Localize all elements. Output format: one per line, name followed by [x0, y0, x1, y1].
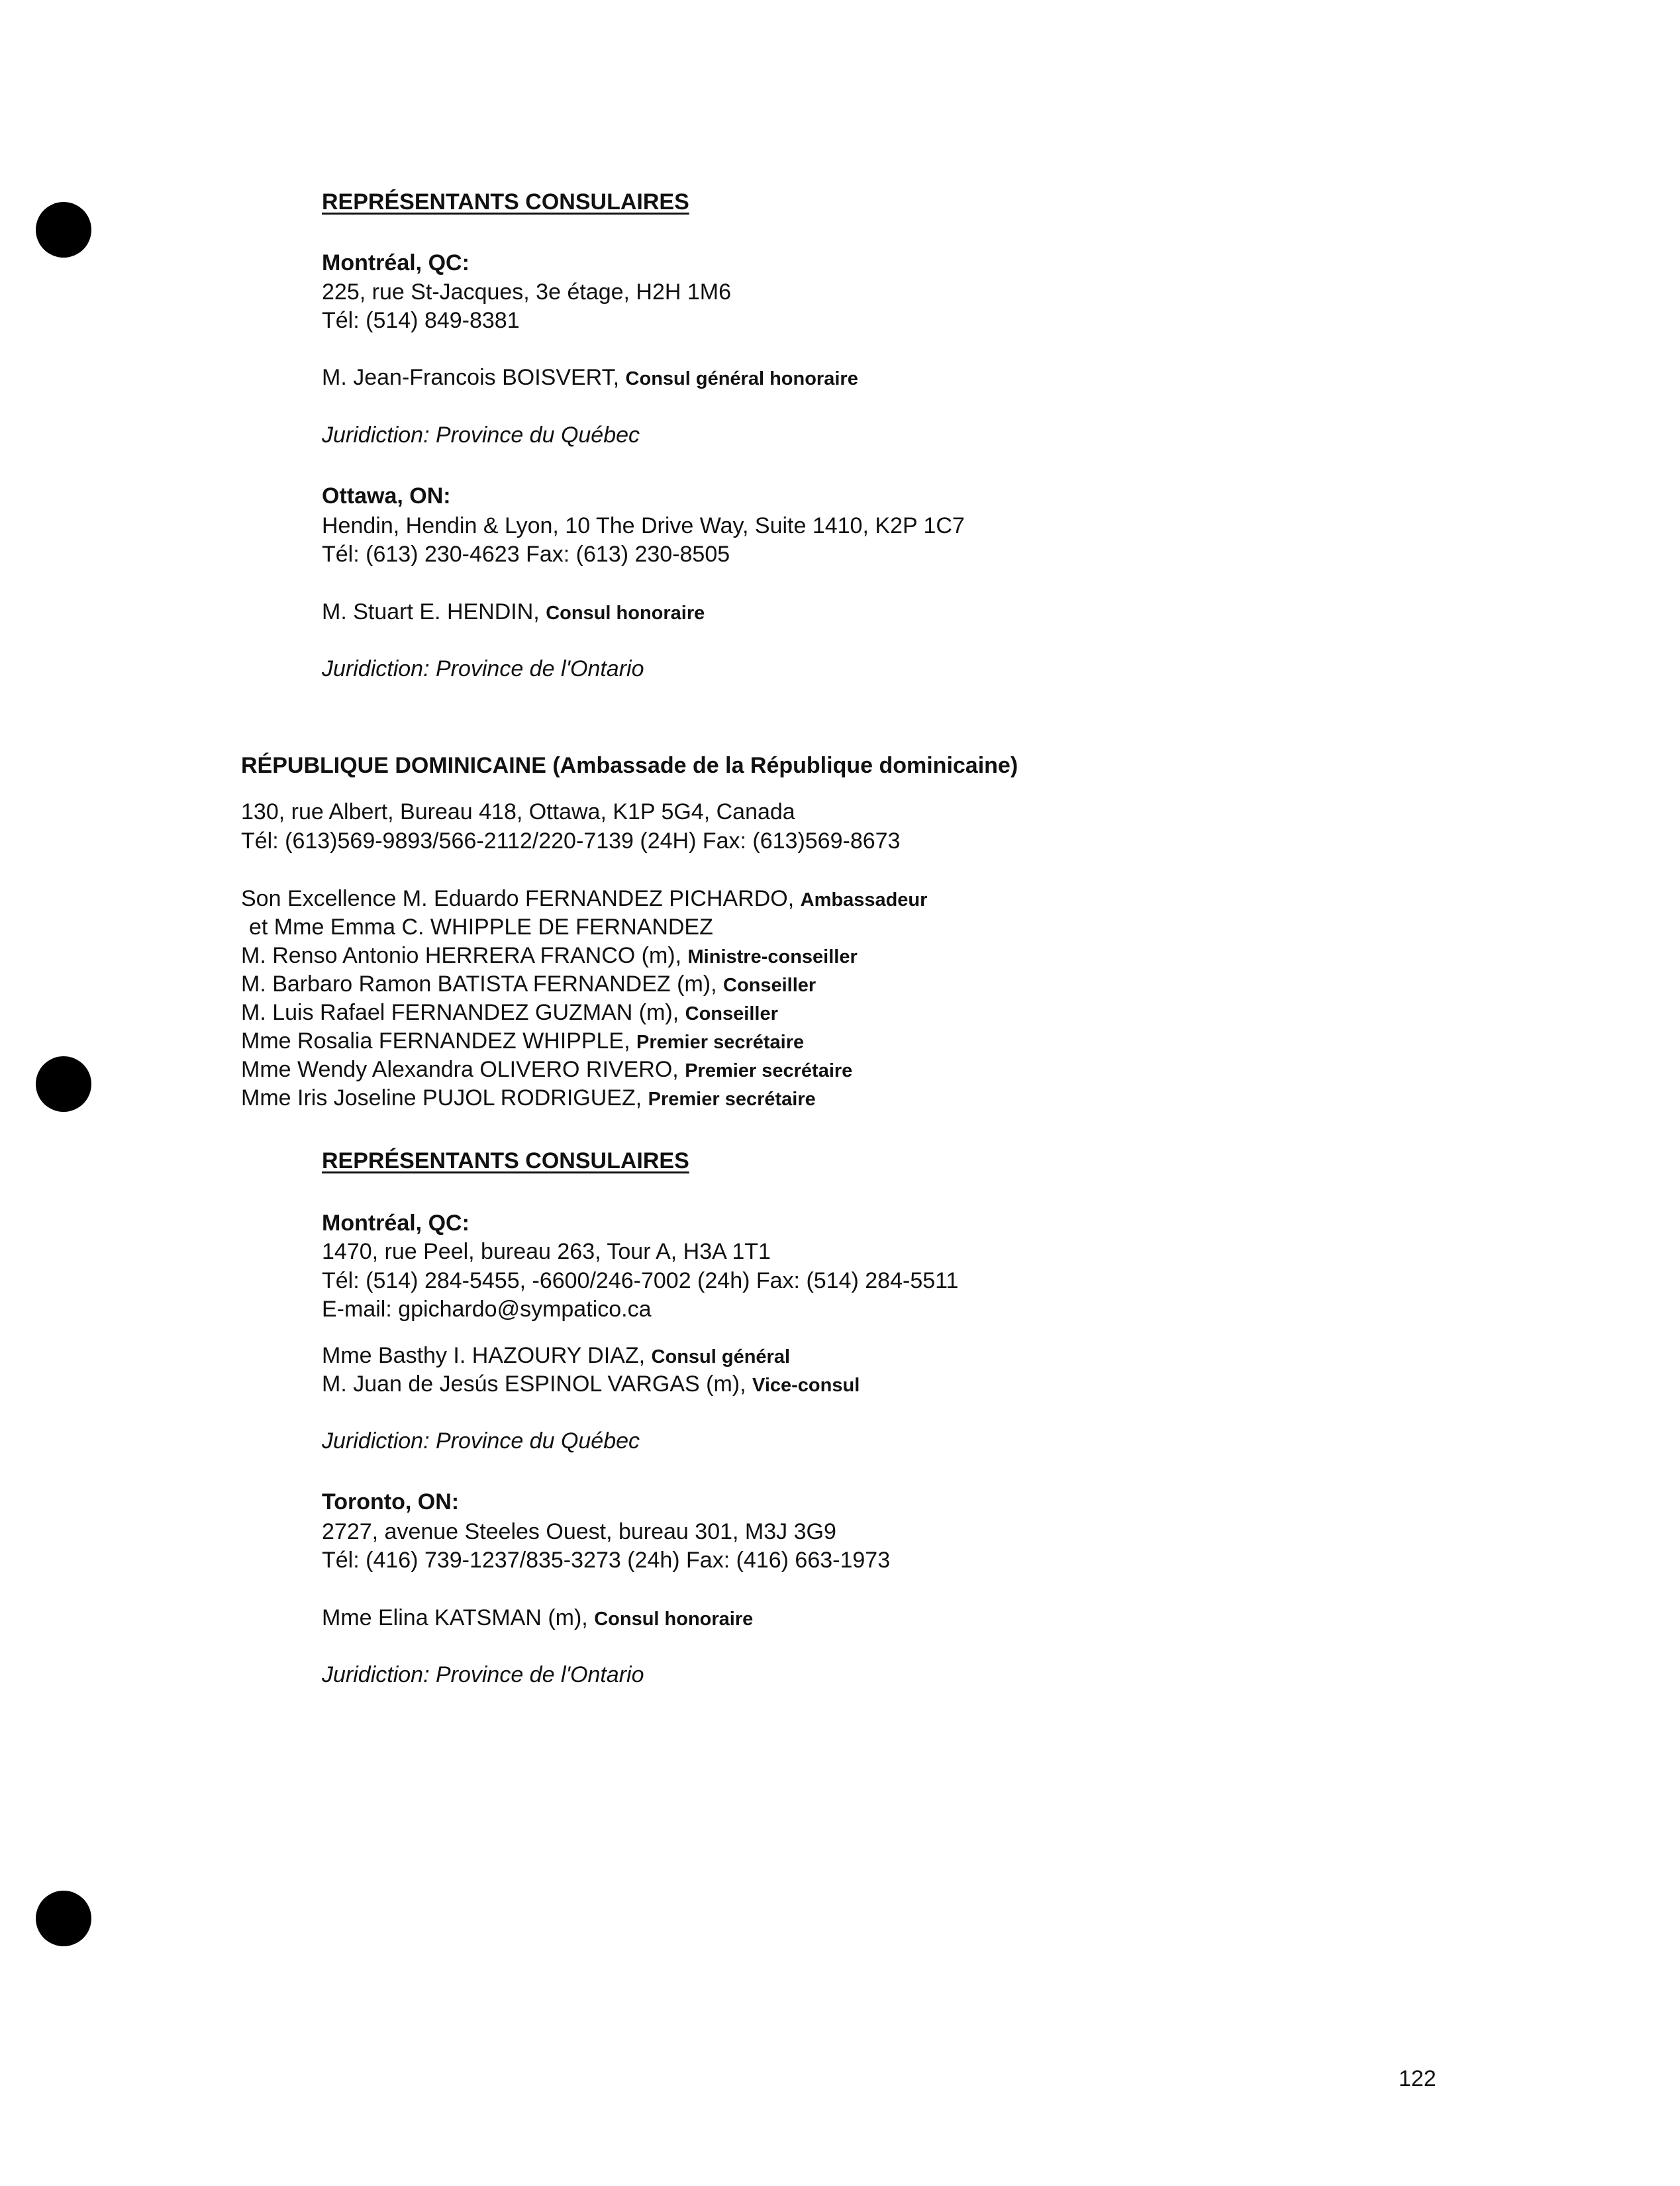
staff-name: M. Renso Antonio HERRERA FRANCO (m),: [241, 943, 682, 968]
jurisdiction: Juridiction: Province de l'Ontario: [322, 656, 644, 681]
staff-entry: [241, 1001, 778, 1024]
person-name: Mme Basthy I. HAZOURY DIAZ,: [322, 1343, 646, 1368]
jurisdiction: Juridiction: Province du Québec: [322, 422, 640, 448]
staff-role: Ministre-conseiller: [687, 946, 858, 968]
office-city: Toronto, ON:: [322, 1489, 460, 1515]
person-role: Consul honoraire: [546, 603, 705, 624]
staff-name: et Mme Emma C. WHIPPLE DE FERNANDEZ: [249, 915, 713, 940]
person-name: M. Stuart E. HENDIN,: [322, 599, 540, 624]
staff-entry: [241, 887, 927, 910]
consul-entry: [322, 1607, 753, 1629]
office-address: Hendin, Hendin & Lyon, 10 The Drive Way, Suite 1410, K2P 1C7: [322, 513, 965, 538]
staff-entry: [241, 944, 858, 967]
office-address: 1470, rue Peel, bureau 263, Tour A, H3A 1T1: [322, 1239, 771, 1264]
punch-hole: [36, 1056, 91, 1112]
office-phone: Tél: (416) 739-1237/835-3273 (24h) Fax: (416) 663-1973: [322, 1548, 891, 1573]
office-phone: Tél: (514) 849-8381: [322, 308, 520, 333]
office-phone: Tél: (514) 284-5455, -6600/246-7002 (24h) Fax: (514) 284-5511: [322, 1268, 959, 1293]
staff-role: Premier secrétaire: [685, 1060, 853, 1081]
staff-role: Conseiller: [685, 1003, 778, 1024]
person-name: M. Jean-Francois BOISVERT,: [322, 365, 620, 390]
consul-entry: [322, 1373, 860, 1395]
jurisdiction: Juridiction: Province de l'Ontario: [322, 1662, 644, 1687]
office-city: Ottawa, ON:: [322, 483, 451, 509]
consular-heading: REPRÉSENTANTS CONSULAIRES: [322, 189, 689, 215]
consul-entry: [322, 601, 705, 623]
staff-name: Mme Rosalia FERNANDEZ WHIPPLE,: [241, 1028, 630, 1054]
office-city: Montréal, QC:: [322, 250, 469, 275]
office-phone: Tél: (613) 230-4623 Fax: (613) 230-8505: [322, 542, 730, 567]
jurisdiction: Juridiction: Province du Québec: [322, 1428, 640, 1454]
person-role: Vice-consul: [752, 1375, 860, 1396]
staff-role: Premier secrétaire: [636, 1032, 805, 1053]
staff-entry: [241, 1030, 804, 1052]
consular-heading: REPRÉSENTANTS CONSULAIRES: [322, 1148, 689, 1173]
office-city: Montréal, QC:: [322, 1211, 469, 1236]
punch-hole: [36, 202, 91, 258]
staff-name: Son Excellence M. Eduardo FERNANDEZ PICHARDO,: [241, 886, 795, 911]
staff-name: Mme Wendy Alexandra OLIVERO RIVERO,: [241, 1057, 679, 1082]
person-name: Mme Elina KATSMAN (m),: [322, 1605, 588, 1630]
staff-name: Mme Iris Joseline PUJOL RODRIGUEZ,: [241, 1085, 642, 1111]
staff-entry: [241, 1058, 852, 1081]
consul-entry: [322, 366, 858, 389]
person-role: Consul honoraire: [594, 1609, 754, 1630]
office-address: 2727, avenue Steeles Ouest, bureau 301, M3J 3G9: [322, 1519, 836, 1544]
embassy-phone: Tél: (613)569-9893/566-2112/220-7139 (24H) Fax: (613)569-8673: [241, 828, 901, 854]
embassy-address: 130, rue Albert, Bureau 418, Ottawa, K1P 5G4, Canada: [241, 799, 795, 824]
staff-entry: [241, 973, 816, 995]
staff-name: M. Barbaro Ramon BATISTA FERNANDEZ (m),: [241, 971, 717, 997]
staff-role: Premier secrétaire: [648, 1089, 816, 1110]
person-name: M. Juan de Jesús ESPINOL VARGAS (m),: [322, 1371, 746, 1397]
consul-entry: [322, 1344, 790, 1367]
page-number: 122: [1399, 2066, 1436, 2091]
person-role: Consul général honoraire: [625, 368, 858, 389]
country-heading: RÉPUBLIQUE DOMINICAINE (Ambassade de la République dominicaine): [241, 753, 1018, 778]
staff-role: Ambassadeur: [800, 889, 928, 911]
staff-entry: [241, 1087, 816, 1109]
office-email: E-mail: gpichardo@sympatico.ca: [322, 1297, 652, 1322]
person-role: Consul général: [651, 1346, 791, 1367]
staff-name: M. Luis Rafael FERNANDEZ GUZMAN (m),: [241, 1000, 679, 1025]
office-address: 225, rue St-Jacques, 3e étage, H2H 1M6: [322, 279, 732, 305]
staff-entry: [249, 916, 713, 938]
punch-hole: [36, 1891, 91, 1946]
staff-role: Conseiller: [723, 975, 816, 996]
